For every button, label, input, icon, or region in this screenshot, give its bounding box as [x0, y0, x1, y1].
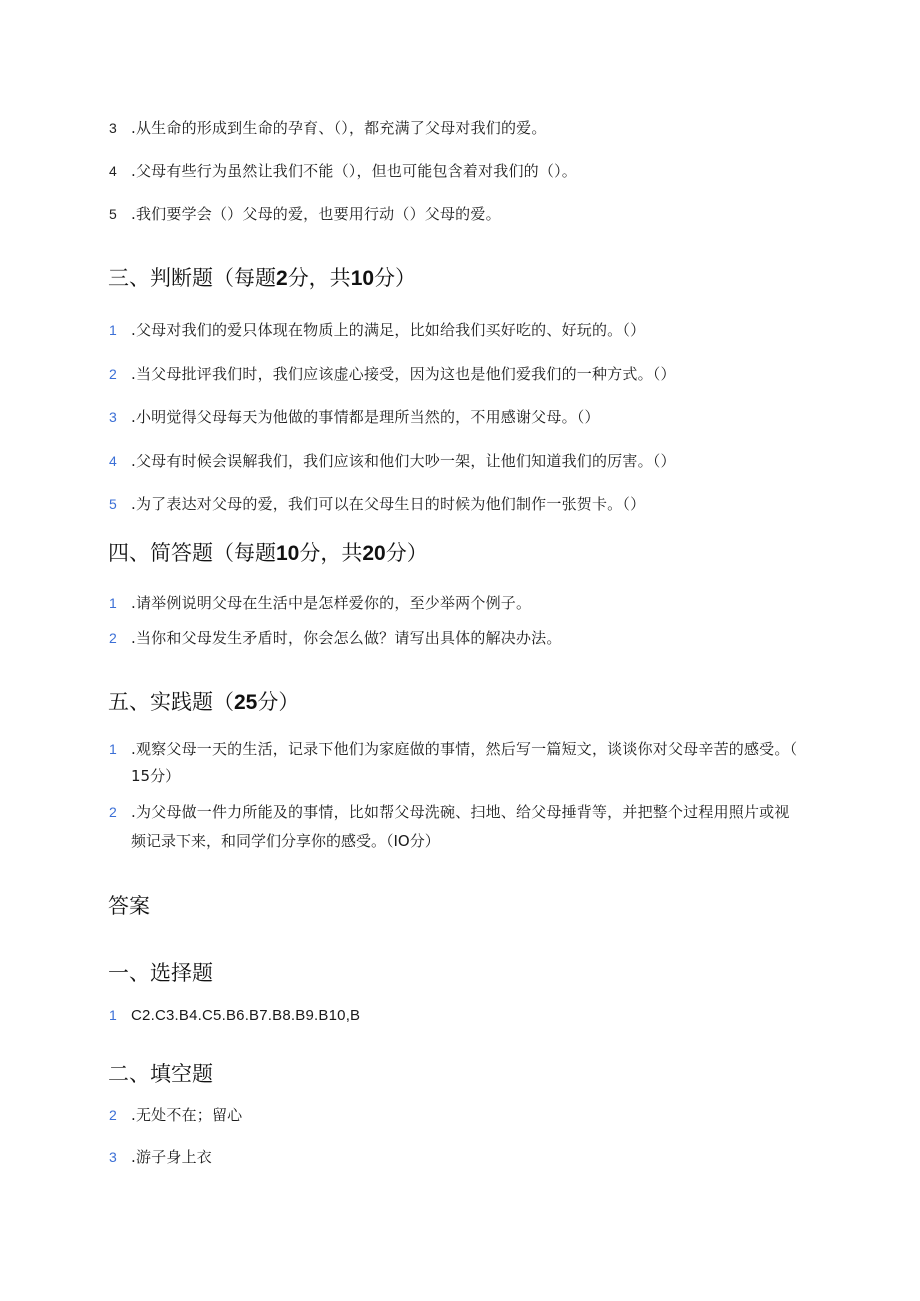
- item-number: 1: [109, 741, 117, 757]
- section-5-title: 五、实践题（25分）: [108, 690, 300, 714]
- section-3-title: 三、判断题（每题2分，共10分）: [108, 266, 417, 290]
- judge-item-3: [109, 407, 600, 427]
- item-number: 3: [109, 409, 117, 425]
- item-text: .父母有时候会误解我们，我们应该和他们大吵一架，让他们知道我们的厉害。（）: [131, 452, 676, 470]
- item-text: .无处不在；留心: [131, 1106, 243, 1124]
- item-text: .为父母做一件力所能及的事情，比如帮父母洗碗、扫地、给父母捶背等，并把整个过程用照片或视: [131, 803, 790, 821]
- item-text: .当你和父母发生矛盾时，你会怎么做？请写出具体的解决办法。: [131, 629, 562, 647]
- practice-item-2: [109, 802, 790, 822]
- item-number: 1: [109, 595, 117, 611]
- practice-item-1: [109, 739, 797, 759]
- item-text: .从生命的形成到生命的孕育、（），都充满了父母对我们的爱。: [131, 119, 547, 137]
- item-text: .我们要学会（）父母的爱，也要用行动（）父母的爱。: [131, 205, 501, 223]
- item-text: .为了表达对父母的爱，我们可以在父母生日的时候为他们制作一张贺卡。（）: [131, 495, 646, 513]
- judge-item-2: [109, 364, 676, 384]
- item-text: .父母对我们的爱只体现在物质上的满足，比如给我们买好吃的、好玩的。（）: [131, 321, 646, 339]
- answers-title: 答案: [108, 894, 150, 918]
- item-text: .当父母批评我们时，我们应该虚心接受，因为这也是他们爱我们的一种方式。（）: [131, 365, 676, 383]
- item-number: 1: [109, 1007, 117, 1023]
- short-answer-item-1: [109, 593, 531, 613]
- item-text: .请举例说明父母在生活中是怎样爱你的，至少举两个例子。: [131, 594, 532, 612]
- practice-item-1-continued: 15分）: [131, 767, 181, 785]
- item-number: 5: [109, 206, 117, 222]
- section-4-title: 四、简答题（每题10分，共20分）: [108, 541, 428, 565]
- short-answer-item-2: [109, 628, 562, 648]
- item-number: 4: [109, 163, 117, 179]
- item-number: 1: [109, 322, 117, 338]
- item-number: 4: [109, 453, 117, 469]
- practice-item-2-continued: 频记录下来，和同学们分享你的感受。（IO分）: [131, 832, 440, 850]
- item-number: 5: [109, 496, 117, 512]
- item-number: 2: [109, 1107, 117, 1123]
- judge-item-5: [109, 494, 645, 514]
- fill-item-3: [109, 118, 547, 138]
- item-number: 3: [109, 120, 117, 136]
- fill-item-4: [109, 161, 577, 181]
- item-number: 2: [109, 630, 117, 646]
- judge-item-1: [109, 320, 645, 340]
- answers-fill-item-3: [109, 1147, 212, 1167]
- item-text: .小明觉得父母每天为他做的事情都是理所当然的，不用感谢父母。（）: [131, 408, 600, 426]
- answers-section-1-line: [109, 1005, 360, 1026]
- item-text: .观察父母一天的生活，记录下他们为家庭做的事情，然后写一篇短文，谈谈你对父母辛苦的感受。（: [131, 740, 798, 758]
- item-number: 3: [109, 1149, 117, 1165]
- judge-item-4: [109, 451, 676, 471]
- item-text: .父母有些行为虽然让我们不能（），但也可能包含着对我们的（）。: [131, 162, 577, 180]
- item-number: 2: [109, 804, 117, 820]
- item-number: 2: [109, 366, 117, 382]
- item-text: C2.C3.B4.C5.B6.B7.B8.B9.B10,B: [131, 1007, 361, 1024]
- fill-item-5: [109, 204, 501, 224]
- answers-section-1-title: 一、选择题: [108, 961, 213, 985]
- item-text: .游子身上衣: [131, 1148, 212, 1166]
- answers-fill-item-2: [109, 1105, 242, 1125]
- answers-section-2-title: 二、填空题: [108, 1062, 213, 1086]
